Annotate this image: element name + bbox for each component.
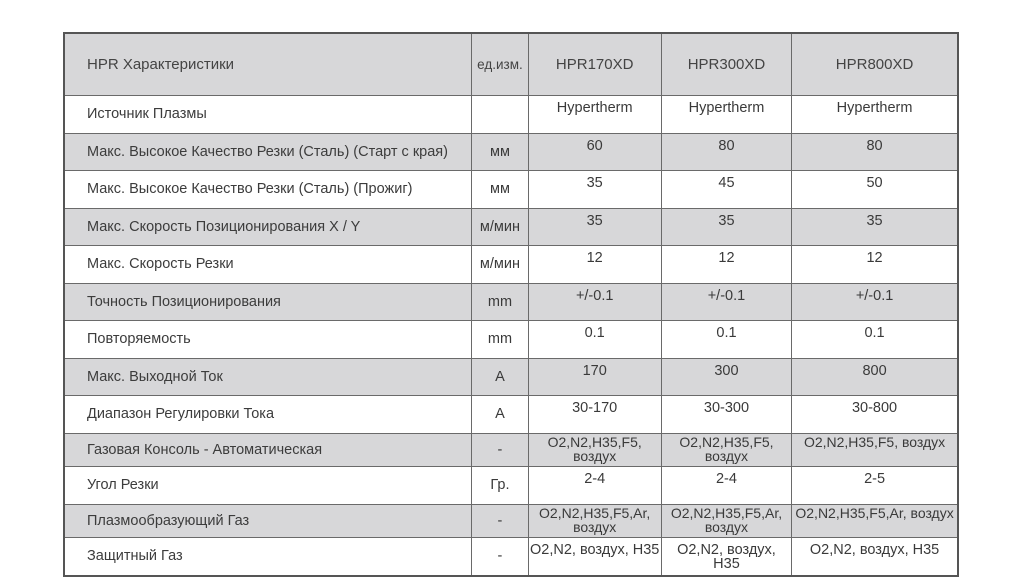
- row-value: 35: [661, 208, 791, 246]
- row-unit: -: [472, 538, 528, 576]
- row-value: 2-4: [661, 467, 791, 505]
- table-row: [64, 396, 958, 434]
- row-unit: мм: [472, 133, 528, 171]
- row-value: O2,N2,H35,F5, воздух: [661, 433, 791, 467]
- row-value: Hypertherm: [661, 96, 791, 134]
- table-row: [64, 246, 958, 284]
- row-name: Макс. Скорость Резки: [64, 246, 472, 284]
- table-row: [64, 283, 958, 321]
- row-value: 170: [528, 358, 661, 396]
- table-row: [64, 171, 958, 209]
- table-row: [64, 96, 958, 134]
- table-row: [64, 358, 958, 396]
- row-name: Диапазон Регулировки Тока: [64, 396, 472, 434]
- row-value: 80: [792, 133, 958, 171]
- row-name: Макс. Выходной Ток: [64, 358, 472, 396]
- row-value: 35: [528, 208, 661, 246]
- row-value: O2,N2,H35,F5, воздух: [528, 433, 661, 467]
- row-value: 12: [661, 246, 791, 284]
- row-unit: мм: [472, 171, 528, 209]
- header-model-hpr300xd: HPR300XD: [661, 33, 791, 96]
- row-unit: A: [472, 396, 528, 434]
- row-unit: A: [472, 358, 528, 396]
- row-unit: mm: [472, 321, 528, 359]
- row-name: Угол Резки: [64, 467, 472, 505]
- row-value: 0.1: [661, 321, 791, 359]
- row-unit: -: [472, 433, 528, 467]
- row-value: 35: [792, 208, 958, 246]
- row-unit: mm: [472, 283, 528, 321]
- table-row: [64, 433, 958, 467]
- row-value: 45: [661, 171, 791, 209]
- row-value: 80: [661, 133, 791, 171]
- row-unit: Гр.: [472, 467, 528, 505]
- row-name: Макс. Высокое Качество Резки (Сталь) (Старт с края): [64, 133, 472, 171]
- row-value: 30-800: [792, 396, 958, 434]
- row-name: Точность Позиционирования: [64, 283, 472, 321]
- header-model-hpr170xd: HPR170XD: [528, 33, 661, 96]
- row-value: Hypertherm: [528, 96, 661, 134]
- row-value: 2-4: [528, 467, 661, 505]
- row-value: 300: [661, 358, 791, 396]
- row-value: 12: [528, 246, 661, 284]
- row-name: Макс. Скорость Позиционирования X / Y: [64, 208, 472, 246]
- row-value: O2,N2,H35,F5, воздух: [792, 433, 958, 467]
- row-value: 12: [792, 246, 958, 284]
- row-value: +/-0.1: [528, 283, 661, 321]
- row-value: 30-300: [661, 396, 791, 434]
- header-row: [64, 33, 958, 96]
- row-name: Защитный Газ: [64, 538, 472, 576]
- row-value: O2,N2,H35,F5,Ar, воздух: [661, 504, 791, 538]
- row-value: O2,N2,H35,F5,Ar, воздух: [528, 504, 661, 538]
- table-row: [64, 208, 958, 246]
- header-model-hpr800xd: HPR800XD: [792, 33, 958, 96]
- header-name: HPR Характеристики: [64, 33, 472, 96]
- spec-table: [63, 32, 959, 577]
- row-value: O2,N2, воздух, H35: [792, 538, 958, 576]
- row-value: +/-0.1: [661, 283, 791, 321]
- table-row: [64, 321, 958, 359]
- row-name: Повторяемость: [64, 321, 472, 359]
- row-value: +/-0.1: [792, 283, 958, 321]
- table-row: [64, 538, 958, 576]
- row-name: Газовая Консоль - Автоматическая: [64, 433, 472, 467]
- row-value: Hypertherm: [792, 96, 958, 134]
- row-unit: -: [472, 504, 528, 538]
- row-unit: м/мин: [472, 208, 528, 246]
- row-unit: [472, 96, 528, 134]
- row-value: O2,N2, воздух, H35: [528, 538, 661, 576]
- row-value: O2,N2,H35,F5,Ar, воздух: [792, 504, 958, 538]
- row-value: 0.1: [792, 321, 958, 359]
- row-value: 30-170: [528, 396, 661, 434]
- header-unit: ед.изм.: [472, 33, 528, 96]
- table-row: [64, 133, 958, 171]
- row-name: Источник Плазмы: [64, 96, 472, 134]
- row-value: 2-5: [792, 467, 958, 505]
- row-value: O2,N2, воздух, H35: [661, 538, 791, 576]
- row-value: 800: [792, 358, 958, 396]
- row-name: Макс. Высокое Качество Резки (Сталь) (Прожиг): [64, 171, 472, 209]
- row-value: 50: [792, 171, 958, 209]
- row-name: Плазмообразующий Газ: [64, 504, 472, 538]
- table-row: [64, 504, 958, 538]
- row-value: 0.1: [528, 321, 661, 359]
- row-unit: м/мин: [472, 246, 528, 284]
- table-row: [64, 467, 958, 505]
- row-value: 35: [528, 171, 661, 209]
- row-value: 60: [528, 133, 661, 171]
